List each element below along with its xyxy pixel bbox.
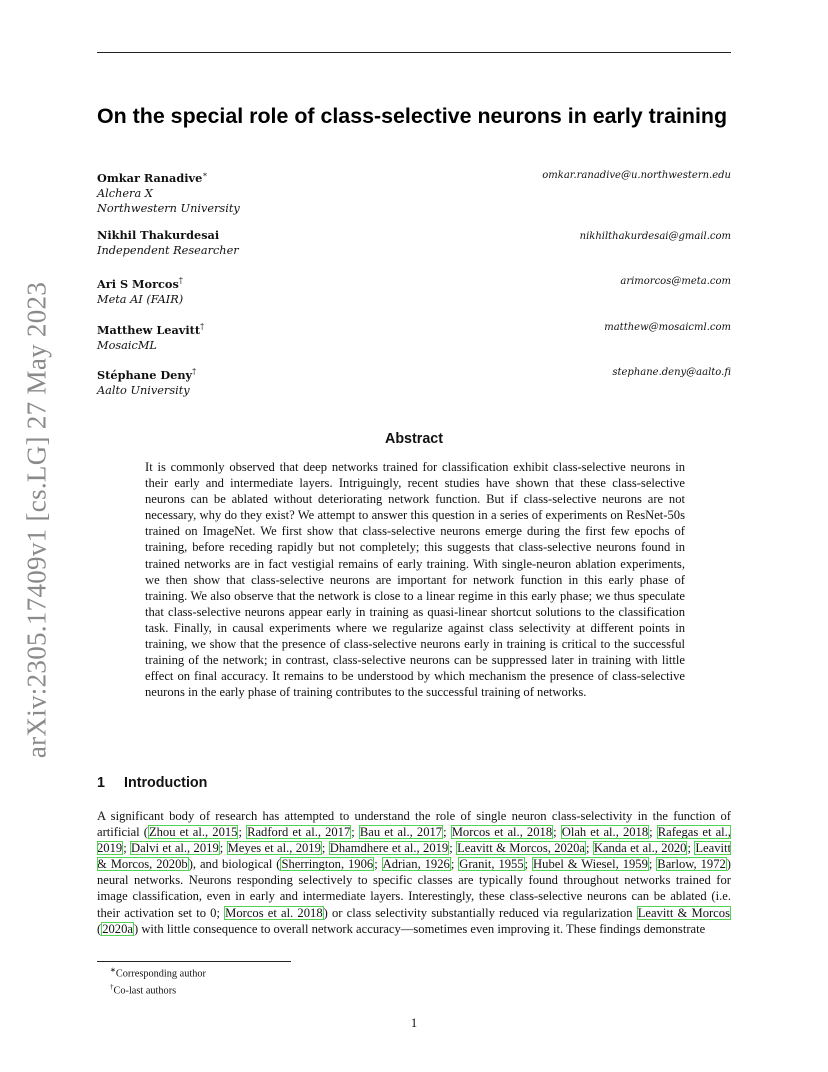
author-affiliation: Meta AI (FAIR) bbox=[97, 292, 184, 306]
citation-link[interactable]: Sherrington, 1906 bbox=[281, 857, 374, 872]
citation-link[interactable]: Kanda et al., 2020 bbox=[593, 841, 687, 856]
abstract-heading: Abstract bbox=[385, 431, 443, 447]
author-email[interactable]: nikhilthakurdesai@gmail.com bbox=[579, 231, 731, 242]
section-heading bbox=[97, 775, 207, 791]
author-affiliation: MosaicML bbox=[97, 338, 157, 352]
section-title: Introduction bbox=[124, 775, 208, 791]
citation-link[interactable]: Radford et al., 2017 bbox=[247, 825, 351, 840]
author-block bbox=[97, 364, 731, 398]
author-email[interactable]: arimorcos@meta.com bbox=[620, 276, 731, 287]
author-email[interactable]: matthew@mosaicml.com bbox=[604, 322, 731, 333]
author-name: Ari S Morcos† bbox=[97, 276, 183, 291]
citation-link[interactable]: 2020a bbox=[102, 921, 133, 936]
author-block bbox=[97, 228, 731, 258]
citation-link[interactable]: Morcos et al., 2018 bbox=[451, 825, 553, 840]
citation-link[interactable]: Hubel & Wiesel, 1959 bbox=[533, 857, 648, 872]
paper-title: On the special role of class-selective neurons in early training bbox=[97, 104, 728, 128]
footnote-rule bbox=[97, 961, 291, 962]
citation-link[interactable]: Dhamdhere et al., 2019 bbox=[329, 841, 449, 856]
citation-link[interactable]: Adrian, 1926 bbox=[382, 857, 450, 872]
citation-link[interactable]: Leavitt & Morcos, 2020a bbox=[457, 841, 586, 856]
footnote: †Co-last authors bbox=[110, 982, 177, 997]
abstract-text: It is commonly observed that deep networks trained for classification exhibit class-selective neurons in their early and intermediate layers. Intriguingly, recent studies have shown that these class-selective neurons can be ablated without deteriorating network function. But if class-selective neurons are not necessary, why do they exist? We attempt to answer this question in a series of experiments on ResNet-50s trained on ImageNet. We first show that class-selective neurons emerge during the first few epochs of training, before receding rapidly but not completely; this suggests that class-selective neurons found in trained networks are in fact vestigial remains of early training. With single-neuron ablation experiments, we then show that class-selective neurons are important for network function in this early phase of training. We also observe that the network is close to a linear regime in this early phase; we thus speculate that class-selective neurons appear early in training as quasi-linear shortcut solutions to the classification task. Finally, in causal experiments where we regularize against class selectivity at different points in training, we show that the presence of class-selective neurons early in training is critical to the successful training of the network; in contrast, class-selective neurons can be suppressed later in training with little effect on final accuracy. It remains to be understood by which mechanism the presence of class-selective neurons in the early phase of training contributes to the successful training of networks. bbox=[145, 460, 685, 700]
author-block bbox=[97, 319, 731, 353]
citation-link[interactable]: Dalvi et al., 2019 bbox=[131, 841, 219, 856]
arxiv-id: arXiv:2305.17409v1 [cs.LG] 27 May 2023 bbox=[21, 281, 52, 759]
author-email[interactable]: omkar.ranadive@u.northwestern.edu bbox=[542, 170, 731, 181]
arxiv-stamp bbox=[20, 280, 54, 760]
page-number: 1 bbox=[410, 1016, 418, 1030]
citation-link[interactable]: Olah et al., 2018 bbox=[561, 825, 649, 840]
citation-link[interactable]: Barlow, 1972 bbox=[657, 857, 726, 872]
footnote: ∗Corresponding author bbox=[110, 966, 206, 980]
author-name: Omkar Ranadive∗ bbox=[97, 170, 208, 185]
citation-link[interactable]: Rafegas et al., 2019 bbox=[97, 825, 731, 856]
section-number: 1 bbox=[97, 775, 105, 791]
author-name: Nikhil Thakurdesai bbox=[97, 228, 220, 242]
intro-paragraph: A significant body of research has attempted to understand the role of single neuron class-selectivity in the function of artificial (Zhou et al., 2015; Radford et al., 2017; Bau et al., 2017; Morcos et al., 2018; Olah et al., 2018; Rafegas et al., 2019; Dalvi et al., 2019; Meyes et al., 2019; Dhamdhere et al., 2019; Leavitt & Morcos, 2020a; Kanda et al., 2020; Leavitt & Morcos, 2020b), and biological (Sherrington, 1906; Adrian, 1926; Granit, 1955; Hubel & Wiesel, 1959; Barlow, 1972) neural networks. Neurons responding selectively to specific classes are typically found throughout networks trained for image classification, even in early and intermediate layers. Interestingly, these class-selective neurons can be ablated (i.e. their activation set to 0; Morcos et al. 2018) or class selectivity substantially reduced via regularization Leavitt & Morcos (2020a) with little consequence to overall network accuracy—sometimes even improving it. These findings demonstrate bbox=[97, 809, 731, 936]
author-affiliation: Alchera X bbox=[97, 186, 153, 200]
citation-link[interactable]: Leavitt & Morcos, 2020b bbox=[97, 841, 731, 872]
citation-link[interactable]: Meyes et al., 2019 bbox=[227, 841, 321, 856]
footnotes bbox=[110, 964, 206, 997]
citation-link[interactable]: Zhou et al., 2015 bbox=[148, 825, 238, 840]
author-affiliation: Northwestern University bbox=[97, 202, 240, 216]
citation-link[interactable]: Morcos et al. 2018 bbox=[225, 905, 323, 920]
author-name: Matthew Leavitt† bbox=[97, 322, 205, 337]
citation-link[interactable]: Bau et al., 2017 bbox=[359, 825, 443, 840]
author-affiliation: Aalto University bbox=[97, 383, 190, 397]
citation-link[interactable]: Granit, 1955 bbox=[459, 857, 524, 872]
author-affiliation: Independent Researcher bbox=[97, 244, 239, 258]
author-block bbox=[97, 167, 731, 216]
top-rule bbox=[97, 52, 731, 53]
author-name: Stéphane Deny† bbox=[97, 367, 197, 382]
author-email[interactable]: stephane.deny@aalto.fi bbox=[612, 367, 731, 378]
author-block bbox=[97, 273, 731, 307]
citation-link[interactable]: Leavitt & Morcos bbox=[637, 905, 730, 920]
